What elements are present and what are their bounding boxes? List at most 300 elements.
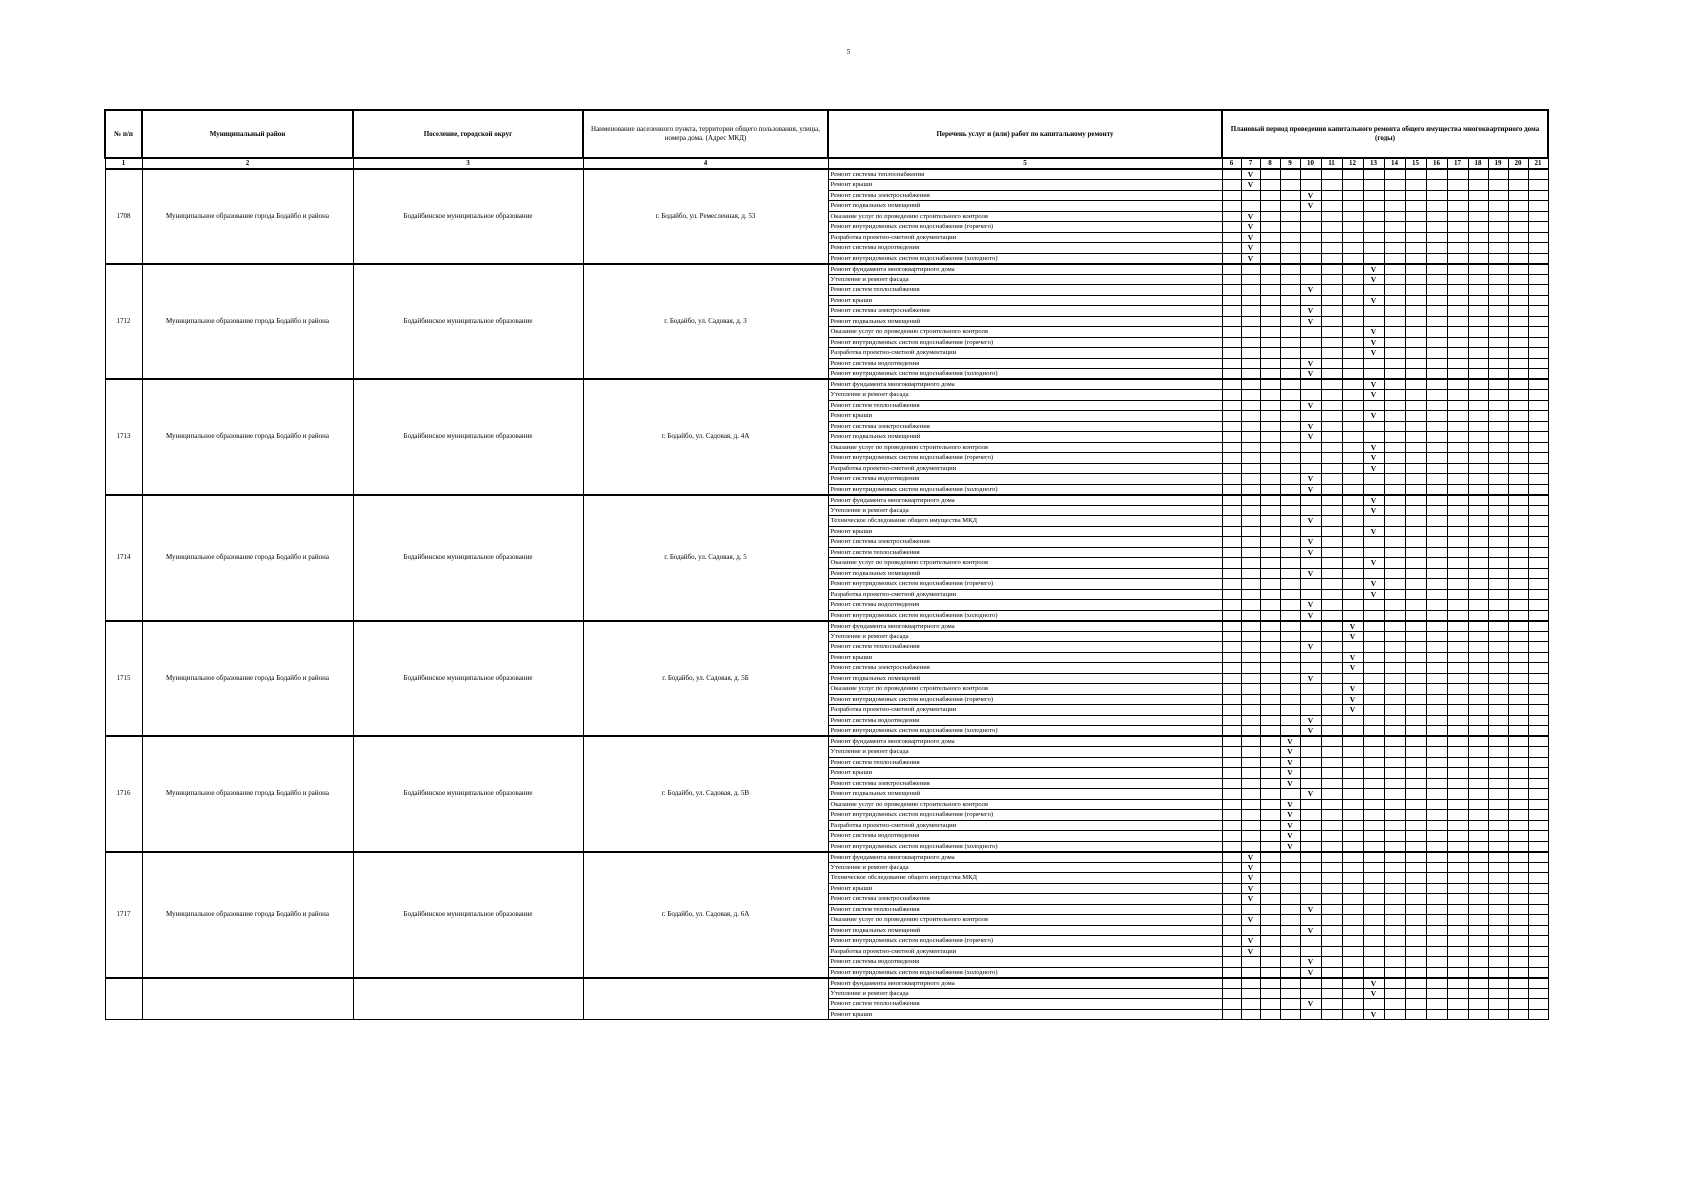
year-cell <box>1363 316 1384 327</box>
year-cell <box>1447 610 1468 621</box>
year-cell <box>1241 379 1260 390</box>
year-mark: V <box>1300 474 1321 485</box>
year-cell <box>1363 201 1384 212</box>
year-cell <box>1426 715 1447 726</box>
year-cell <box>1426 999 1447 1010</box>
year-cell <box>1426 379 1447 390</box>
record-address <box>583 978 828 1020</box>
year-cell <box>1222 852 1241 863</box>
year-cell <box>1321 222 1342 233</box>
year-cell <box>1426 474 1447 485</box>
year-cell <box>1528 180 1548 191</box>
year-cell <box>1280 316 1300 327</box>
year-cell <box>1468 253 1488 264</box>
year-cell <box>1321 768 1342 779</box>
year-cell <box>1300 831 1321 842</box>
work-item: Разработка проектно-сметной документации <box>828 348 1222 359</box>
year-cell <box>1321 558 1342 569</box>
work-item: Ремонт внутридомовых систем водоснабжения (горячего) <box>828 337 1222 348</box>
year-cell <box>1241 988 1260 999</box>
year-cell <box>1468 516 1488 527</box>
year-cell <box>1321 358 1342 369</box>
work-item: Утепление и ремонт фасада <box>828 747 1222 758</box>
year-mark: V <box>1280 736 1300 747</box>
year-cell <box>1241 736 1260 747</box>
year-cell <box>1321 505 1342 516</box>
year-cell <box>1321 694 1342 705</box>
year-cell <box>1405 747 1426 758</box>
year-cell <box>1342 820 1363 831</box>
year-mark: V <box>1300 967 1321 978</box>
work-item: Оказание услуг по проведению строительного контроля <box>828 211 1222 222</box>
year-cell <box>1300 841 1321 852</box>
year-cell <box>1488 537 1508 548</box>
year-cell <box>1280 232 1300 243</box>
year-cell <box>1384 579 1405 590</box>
year-cell <box>1447 442 1468 453</box>
year-cell <box>1384 757 1405 768</box>
year-mark: V <box>1300 358 1321 369</box>
year-cell <box>1222 663 1241 674</box>
year-cell <box>1426 810 1447 821</box>
year-cell <box>1468 978 1488 989</box>
year-cell <box>1405 495 1426 506</box>
year-cell <box>1468 589 1488 600</box>
record-district: Муниципальное образование города Бодайбо и района <box>142 852 353 978</box>
year-cell <box>1508 967 1528 978</box>
year-cell <box>1447 978 1468 989</box>
year-cell <box>1426 211 1447 222</box>
year-cell <box>1300 558 1321 569</box>
year-cell <box>1321 516 1342 527</box>
year-cell <box>1342 894 1363 905</box>
record-settlement: Бодайбинское муниципальное образование <box>353 495 583 621</box>
work-item: Ремонт систем теплоснабжения <box>828 999 1222 1010</box>
year-cell <box>1447 988 1468 999</box>
year-cell <box>1384 652 1405 663</box>
year-cell <box>1300 652 1321 663</box>
year-cell <box>1488 274 1508 285</box>
year-cell <box>1342 978 1363 989</box>
year-cell <box>1222 400 1241 411</box>
work-item: Ремонт систем теплоснабжения <box>828 400 1222 411</box>
year-cell <box>1528 894 1548 905</box>
year-cell <box>1222 558 1241 569</box>
year-cell <box>1384 736 1405 747</box>
year-cell <box>1321 799 1342 810</box>
year-cell <box>1447 390 1468 401</box>
year-mark: V <box>1363 505 1384 516</box>
year-cell <box>1384 411 1405 422</box>
year-cell <box>1405 799 1426 810</box>
year-cell <box>1321 747 1342 758</box>
year-cell <box>1300 295 1321 306</box>
year-cell <box>1300 264 1321 275</box>
year-cell <box>1280 369 1300 380</box>
year-cell <box>1260 432 1280 443</box>
year-cell <box>1447 568 1468 579</box>
year-cell <box>1405 390 1426 401</box>
year-cell <box>1508 873 1528 884</box>
year-cell <box>1426 631 1447 642</box>
year-cell <box>1363 715 1384 726</box>
year-cell <box>1260 379 1280 390</box>
year-cell <box>1260 915 1280 926</box>
year-cell <box>1528 243 1548 254</box>
year-mark: V <box>1300 484 1321 495</box>
year-cell <box>1468 442 1488 453</box>
year-cell <box>1447 516 1468 527</box>
year-cell <box>1222 925 1241 936</box>
year-cell <box>1363 222 1384 233</box>
year-cell <box>1222 253 1241 264</box>
year-cell <box>1222 799 1241 810</box>
year-cell <box>1447 652 1468 663</box>
year-mark: V <box>1300 726 1321 737</box>
year-cell <box>1468 348 1488 359</box>
year-cell <box>1260 663 1280 674</box>
year-cell <box>1405 211 1426 222</box>
year-cell <box>1405 474 1426 485</box>
year-cell <box>1528 253 1548 264</box>
year-cell <box>1426 852 1447 863</box>
year-cell <box>1280 978 1300 989</box>
year-cell <box>1508 516 1528 527</box>
year-cell <box>1280 915 1300 926</box>
year-cell <box>1342 421 1363 432</box>
year-cell <box>1222 537 1241 548</box>
year-cell <box>1468 264 1488 275</box>
work-item: Ремонт крыши <box>828 411 1222 422</box>
year-cell <box>1405 432 1426 443</box>
year-cell <box>1405 831 1426 842</box>
year-cell <box>1321 568 1342 579</box>
year-cell <box>1488 789 1508 800</box>
year-cell <box>1426 505 1447 516</box>
year-cell <box>1363 568 1384 579</box>
year-cell <box>1222 568 1241 579</box>
year-cell <box>1528 831 1548 842</box>
year-mark: V <box>1363 264 1384 275</box>
year-cell <box>1426 327 1447 338</box>
year-cell <box>1508 390 1528 401</box>
year-cell <box>1321 316 1342 327</box>
year-cell <box>1508 505 1528 516</box>
year-mark: V <box>1300 600 1321 611</box>
year-cell <box>1280 999 1300 1010</box>
year-cell <box>1528 316 1548 327</box>
year-cell <box>1384 715 1405 726</box>
year-cell <box>1468 495 1488 506</box>
year-cell <box>1528 621 1548 632</box>
year-cell <box>1384 768 1405 779</box>
year-cell <box>1384 568 1405 579</box>
work-item: Ремонт крыши <box>828 180 1222 191</box>
year-cell <box>1342 327 1363 338</box>
year-cell <box>1447 820 1468 831</box>
year-cell <box>1426 232 1447 243</box>
year-cell <box>1222 232 1241 243</box>
record-number: 1716 <box>105 736 142 852</box>
year-cell <box>1300 684 1321 695</box>
year-cell <box>1468 904 1488 915</box>
year-cell <box>1363 694 1384 705</box>
year-cell <box>1321 201 1342 212</box>
work-item: Ремонт внутридомовых систем водоснабжения (холодного) <box>828 484 1222 495</box>
year-cell <box>1280 663 1300 674</box>
year-cell <box>1363 736 1384 747</box>
year-cell <box>1528 925 1548 936</box>
year-cell <box>1222 831 1241 842</box>
year-cell <box>1342 736 1363 747</box>
year-cell <box>1384 337 1405 348</box>
year-cell <box>1321 295 1342 306</box>
year-cell <box>1528 358 1548 369</box>
year-cell <box>1405 516 1426 527</box>
column-number: 16 <box>1426 158 1447 169</box>
year-cell <box>1363 169 1384 180</box>
year-cell <box>1488 484 1508 495</box>
year-cell <box>1384 747 1405 758</box>
year-cell <box>1342 673 1363 684</box>
year-cell <box>1321 610 1342 621</box>
year-cell <box>1260 589 1280 600</box>
year-cell <box>1426 694 1447 705</box>
year-cell <box>1342 642 1363 653</box>
year-cell <box>1508 946 1528 957</box>
year-cell <box>1260 778 1280 789</box>
year-cell <box>1468 358 1488 369</box>
year-cell <box>1447 600 1468 611</box>
work-item: Ремонт внутридомовых систем водоснабжения (горячего) <box>828 810 1222 821</box>
year-cell <box>1508 810 1528 821</box>
work-item: Ремонт системы водоотведения <box>828 358 1222 369</box>
year-cell <box>1222 621 1241 632</box>
year-cell <box>1363 243 1384 254</box>
year-cell <box>1363 432 1384 443</box>
year-cell <box>1342 505 1363 516</box>
year-cell <box>1528 274 1548 285</box>
year-cell <box>1528 999 1548 1010</box>
year-cell <box>1300 663 1321 674</box>
year-cell <box>1260 1009 1280 1020</box>
year-cell <box>1321 778 1342 789</box>
year-cell <box>1405 558 1426 569</box>
year-mark: V <box>1363 327 1384 338</box>
year-cell <box>1321 400 1342 411</box>
year-cell <box>1342 253 1363 264</box>
year-cell <box>1468 421 1488 432</box>
year-cell <box>1222 579 1241 590</box>
year-cell <box>1280 390 1300 401</box>
year-cell <box>1321 442 1342 453</box>
year-cell <box>1241 474 1260 485</box>
year-cell <box>1508 285 1528 296</box>
year-cell <box>1405 243 1426 254</box>
year-cell <box>1363 400 1384 411</box>
year-cell <box>1342 558 1363 569</box>
year-cell <box>1241 537 1260 548</box>
year-cell <box>1447 253 1468 264</box>
year-mark: V <box>1300 400 1321 411</box>
year-cell <box>1528 568 1548 579</box>
year-cell <box>1363 757 1384 768</box>
year-cell <box>1528 705 1548 716</box>
year-cell <box>1241 694 1260 705</box>
year-cell <box>1300 862 1321 873</box>
year-cell <box>1280 621 1300 632</box>
year-cell <box>1260 348 1280 359</box>
year-cell <box>1241 663 1260 674</box>
year-cell <box>1384 610 1405 621</box>
year-cell <box>1426 495 1447 506</box>
year-cell <box>1363 925 1384 936</box>
year-cell <box>1447 715 1468 726</box>
year-cell <box>1447 673 1468 684</box>
year-cell <box>1260 978 1280 989</box>
year-cell <box>1468 652 1488 663</box>
year-cell <box>1468 558 1488 569</box>
year-cell <box>1280 274 1300 285</box>
year-mark: V <box>1241 883 1260 894</box>
year-mark: V <box>1342 663 1363 674</box>
year-cell <box>1426 547 1447 558</box>
year-cell <box>1468 610 1488 621</box>
year-mark: V <box>1363 453 1384 464</box>
year-mark: V <box>1241 852 1260 863</box>
column-number: 7 <box>1241 158 1260 169</box>
year-cell <box>1280 883 1300 894</box>
year-cell <box>1363 369 1384 380</box>
year-cell <box>1426 558 1447 569</box>
year-cell <box>1468 715 1488 726</box>
year-cell <box>1321 306 1342 317</box>
record-address: г. Бодайбо, ул. Садовая, д. 5Б <box>583 621 828 737</box>
record-number: 1708 <box>105 169 142 264</box>
year-cell <box>1260 327 1280 338</box>
year-cell <box>1384 211 1405 222</box>
year-cell <box>1260 295 1280 306</box>
year-cell <box>1260 852 1280 863</box>
year-cell <box>1468 285 1488 296</box>
year-cell <box>1300 526 1321 537</box>
year-cell <box>1321 526 1342 537</box>
year-cell <box>1384 421 1405 432</box>
year-cell <box>1363 726 1384 737</box>
year-cell <box>1260 715 1280 726</box>
year-cell <box>1280 988 1300 999</box>
year-cell <box>1300 453 1321 464</box>
year-cell <box>1260 547 1280 558</box>
year-cell <box>1300 747 1321 758</box>
year-cell <box>1447 526 1468 537</box>
year-cell <box>1488 474 1508 485</box>
year-cell <box>1384 379 1405 390</box>
year-cell <box>1528 505 1548 516</box>
year-cell <box>1384 957 1405 968</box>
year-cell <box>1384 243 1405 254</box>
year-cell <box>1280 348 1300 359</box>
year-cell <box>1468 222 1488 233</box>
year-cell <box>1426 820 1447 831</box>
year-mark: V <box>1280 768 1300 779</box>
year-cell <box>1405 778 1426 789</box>
year-cell <box>1405 600 1426 611</box>
year-cell <box>1363 778 1384 789</box>
year-cell <box>1384 285 1405 296</box>
year-cell <box>1222 789 1241 800</box>
year-cell <box>1468 663 1488 674</box>
year-cell <box>1222 505 1241 516</box>
year-cell <box>1488 316 1508 327</box>
year-mark: V <box>1363 337 1384 348</box>
year-cell <box>1241 484 1260 495</box>
record-address: г. Бодайбо, ул. Садовая, д. 3 <box>583 264 828 380</box>
year-cell <box>1488 253 1508 264</box>
year-cell <box>1488 358 1508 369</box>
year-cell <box>1488 547 1508 558</box>
year-cell <box>1528 936 1548 947</box>
year-cell <box>1321 379 1342 390</box>
work-item: Ремонт системы электроснабжения <box>828 894 1222 905</box>
header-works: Перечень услуг и (или) работ по капитальному ремонту <box>828 110 1222 158</box>
year-cell <box>1342 400 1363 411</box>
year-cell <box>1280 715 1300 726</box>
year-cell <box>1342 180 1363 191</box>
year-cell <box>1363 705 1384 716</box>
year-mark: V <box>1241 243 1260 254</box>
year-cell <box>1363 474 1384 485</box>
year-cell <box>1222 736 1241 747</box>
year-cell <box>1447 327 1468 338</box>
year-cell <box>1508 327 1528 338</box>
year-cell <box>1384 442 1405 453</box>
year-cell <box>1488 516 1508 527</box>
year-cell <box>1405 274 1426 285</box>
work-item: Ремонт фундамента многоквартирного дома <box>828 852 1222 863</box>
year-cell <box>1300 180 1321 191</box>
year-mark: V <box>1300 568 1321 579</box>
year-cell <box>1405 400 1426 411</box>
year-cell <box>1321 495 1342 506</box>
year-cell <box>1528 484 1548 495</box>
year-cell <box>1488 190 1508 201</box>
year-cell <box>1488 558 1508 569</box>
year-cell <box>1468 169 1488 180</box>
work-item: Утепление и ремонт фасада <box>828 390 1222 401</box>
year-cell <box>1508 411 1528 422</box>
year-cell <box>1447 295 1468 306</box>
year-cell <box>1384 295 1405 306</box>
year-cell <box>1468 694 1488 705</box>
year-mark: V <box>1342 705 1363 716</box>
year-cell <box>1528 883 1548 894</box>
year-cell <box>1426 295 1447 306</box>
year-cell <box>1363 232 1384 243</box>
year-cell <box>1300 211 1321 222</box>
year-cell <box>1384 946 1405 957</box>
year-cell <box>1342 726 1363 737</box>
year-cell <box>1405 621 1426 632</box>
year-cell <box>1241 306 1260 317</box>
year-cell <box>1508 652 1528 663</box>
year-cell <box>1342 915 1363 926</box>
year-cell <box>1447 421 1468 432</box>
year-cell <box>1384 883 1405 894</box>
year-cell <box>1260 316 1280 327</box>
year-cell <box>1488 642 1508 653</box>
year-cell <box>1260 904 1280 915</box>
